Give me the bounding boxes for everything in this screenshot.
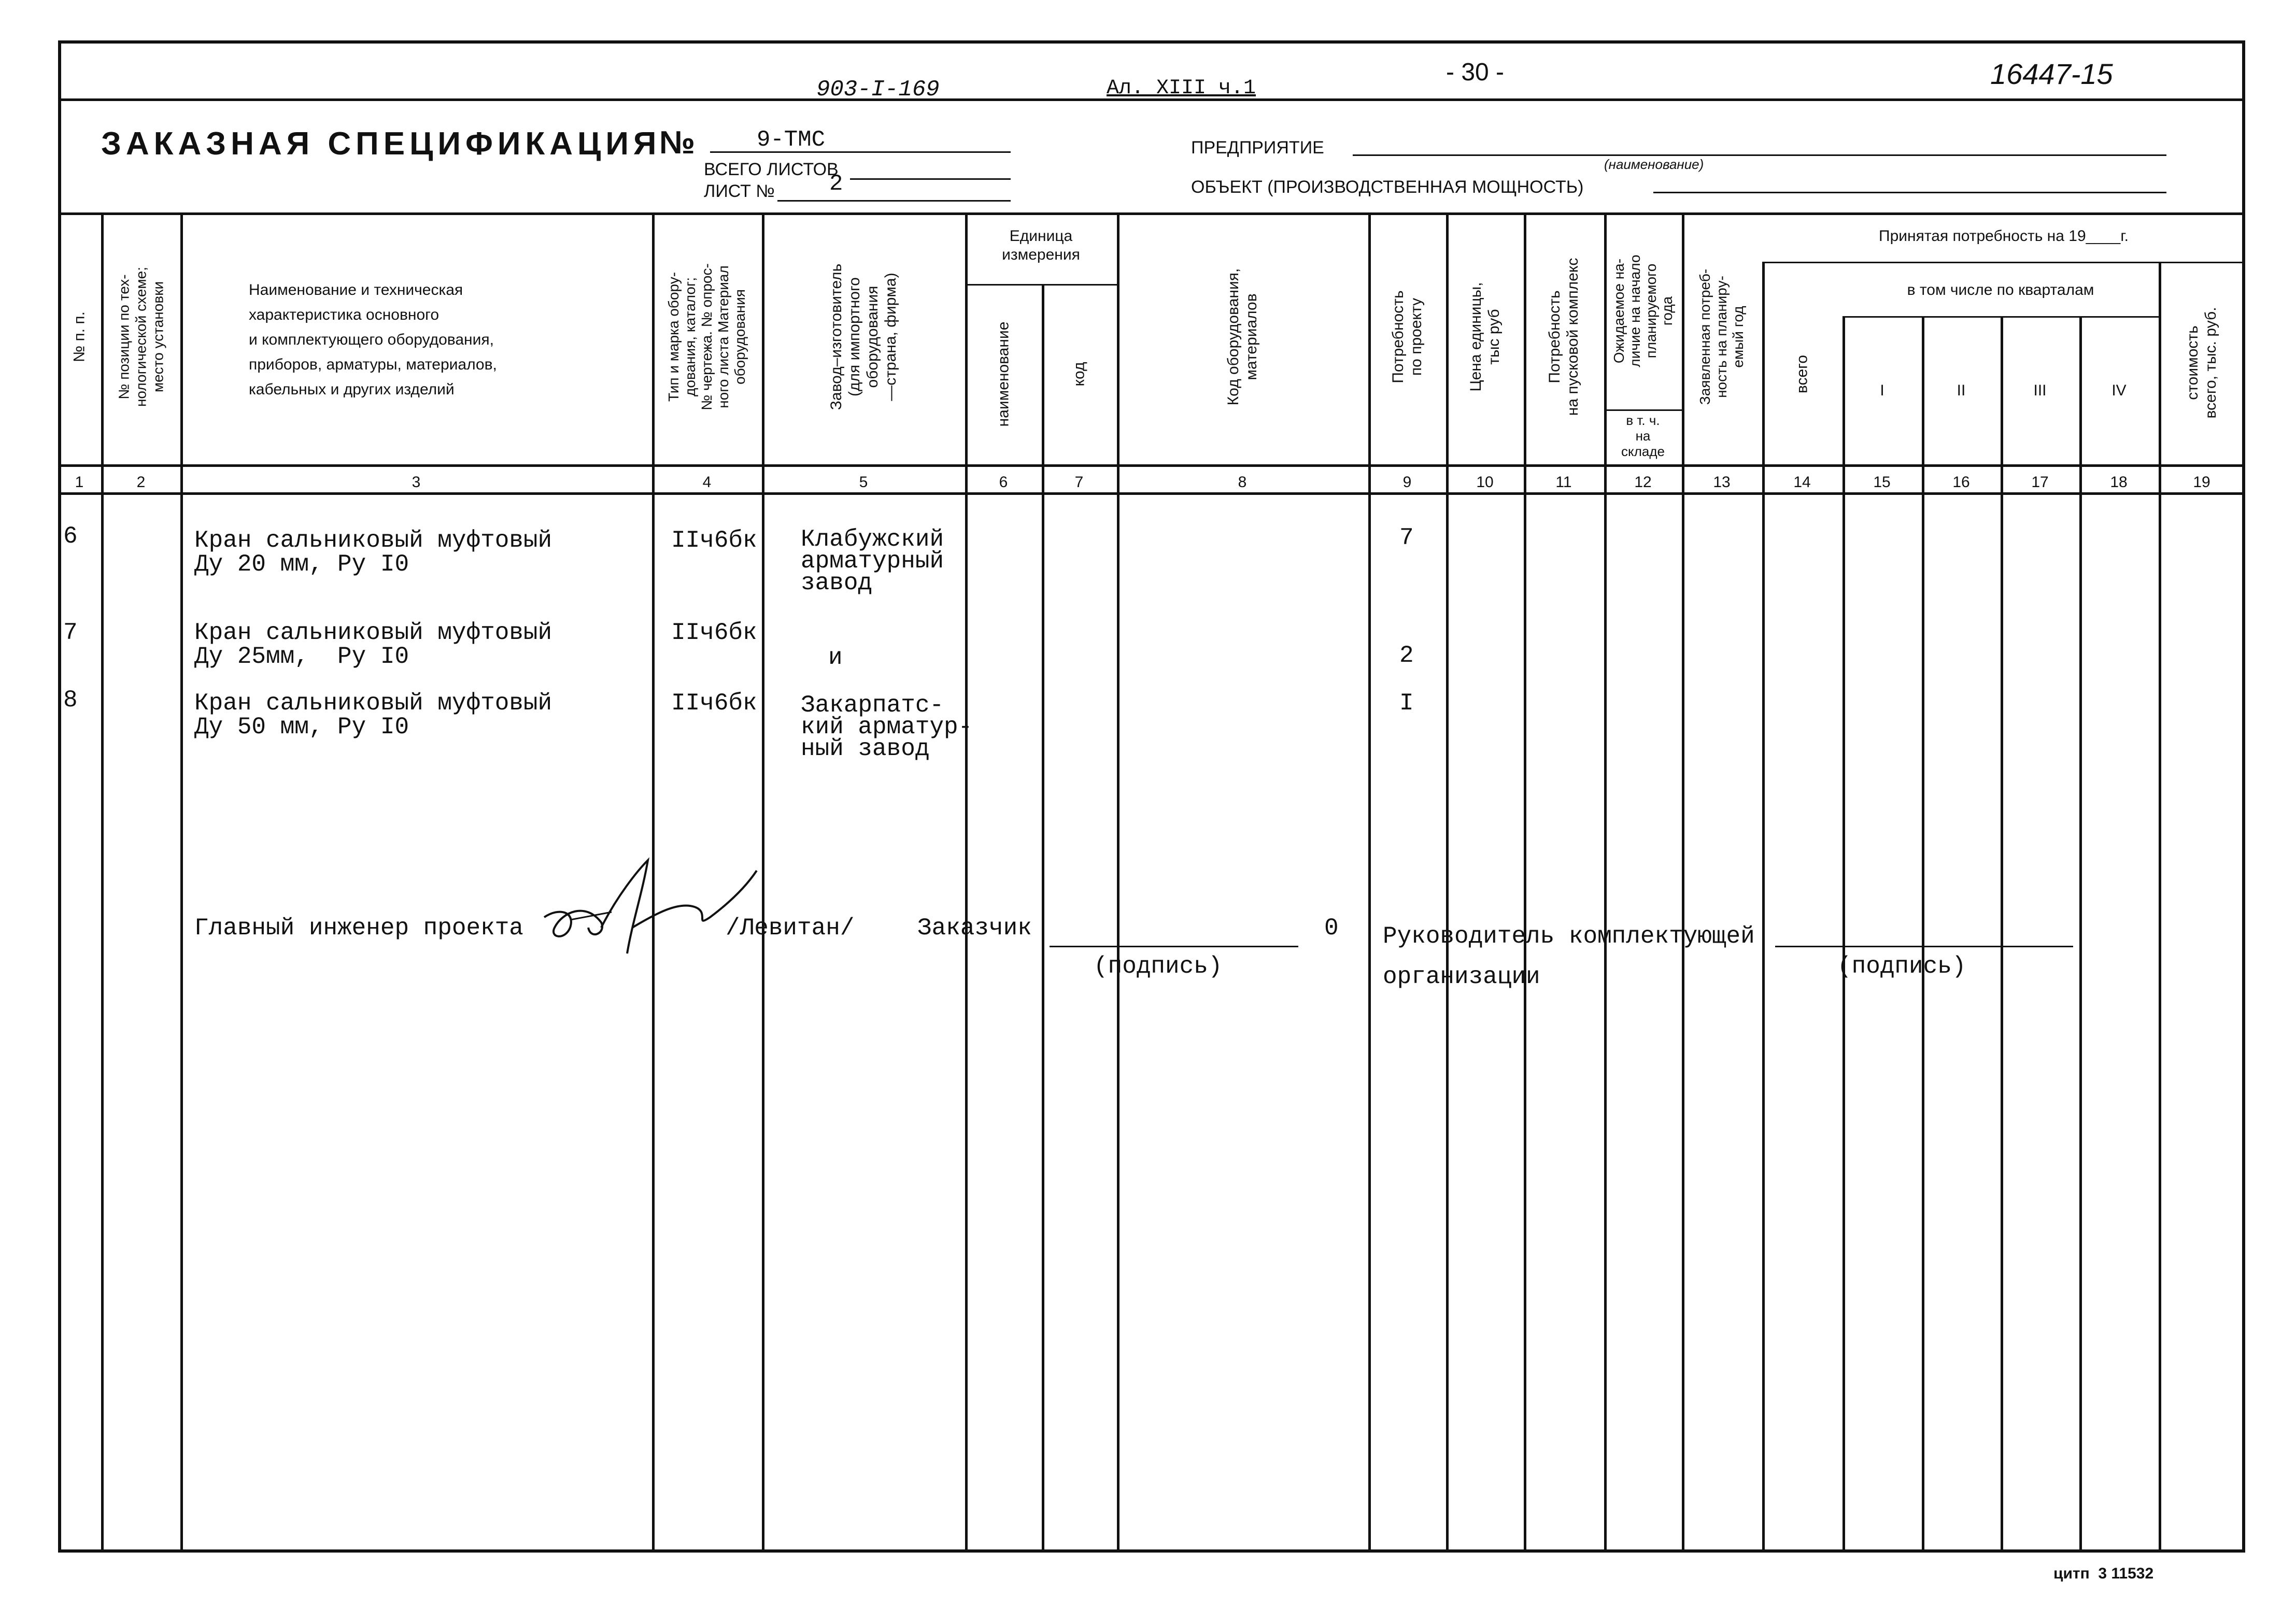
col-header-11: Потребность на пусковой комплекс — [1546, 258, 1581, 416]
col-header-4: Тип и марка обору- дования, каталог; № чертежа. № опрос- ного листа Материал оборудования — [665, 263, 748, 410]
col-number-10: 10 — [1476, 474, 1494, 491]
row-number: 6 — [63, 523, 78, 550]
col-header-unit-group: Единица измерения — [1002, 227, 1080, 263]
album-ref: Ал. XIII ч.1 — [1107, 77, 1256, 100]
customer-sign-note: (подпись) — [1094, 953, 1223, 980]
spec-number-value: 9-ТМС — [757, 127, 826, 153]
row-number: 7 — [63, 619, 78, 646]
col-header-10: Цена единицы, тыс руб — [1467, 282, 1503, 392]
supplier-sign-note: (подпись) — [1837, 953, 1966, 980]
col-header-15: I — [1880, 382, 1884, 399]
col-header-1: № п. п. — [70, 311, 88, 363]
col-header-7: код — [1070, 362, 1088, 387]
col-number-11: 11 — [1555, 474, 1572, 491]
item-maker: и — [828, 644, 843, 671]
item-qty: 7 — [1399, 524, 1414, 551]
col-number-1: 1 — [75, 474, 84, 491]
supplier-label: Руководитель комплектующей организации — [1383, 923, 1755, 990]
col-header-13: Заявленная потреб- ность на планиру- емый год — [1697, 268, 1746, 405]
col-header-2: № позиции по тех- нологической схеме; место установки — [116, 266, 166, 407]
col-number-5: 5 — [859, 474, 868, 491]
spec-number-label: № — [659, 125, 696, 161]
item-type: IIч6бк — [671, 690, 757, 717]
col-number-9: 9 — [1402, 474, 1412, 491]
customer-label: Заказчик — [917, 915, 1032, 942]
col-header-12: Ожидаемое на- личие на начало планируемого года — [1611, 254, 1675, 367]
col-header-8: Код оборудования, материалов — [1225, 268, 1260, 406]
col-number-14: 14 — [1793, 474, 1811, 491]
enterprise-label: ПРЕДПРИЯТИЕ — [1191, 138, 1324, 158]
item-qty: I — [1399, 690, 1414, 717]
spec-title: ЗАКАЗНАЯ СПЕЦИФИКАЦИЯ — [101, 126, 661, 162]
col-header-17: III — [2033, 382, 2047, 399]
chief-engineer-name: /Левитан/ — [726, 915, 855, 942]
row-number: 8 — [63, 687, 78, 714]
enterprise-note: (наименование) — [1604, 156, 1704, 172]
item-maker: Закарпатс- кий арматур- ный завод — [801, 692, 973, 762]
col-number-2: 2 — [136, 474, 146, 491]
item-name: Кран сальниковый муфтовый Ду 25мм, Ру I0 — [194, 619, 552, 670]
col-number-12: 12 — [1634, 474, 1652, 491]
total-sheets-label: ВСЕГО ЛИСТОВ — [704, 160, 839, 179]
chief-engineer-label: Главный инженер проекта — [194, 915, 523, 942]
print-stamp: цитп 3 11532 — [2053, 1565, 2154, 1582]
col-header-19: стоимость всего, тыс. руб. — [2184, 307, 2219, 419]
col-header-12b: в т. ч. на складе — [1621, 412, 1665, 459]
signature-mark — [539, 850, 767, 969]
col-number-18: 18 — [2110, 474, 2128, 491]
col-number-8: 8 — [1238, 474, 1247, 491]
col-header-quarter-group: в том числе по кварталам — [1907, 281, 2094, 298]
col-number-4: 4 — [702, 474, 712, 491]
col-header-18: IV — [2111, 382, 2127, 399]
col-number-6: 6 — [999, 474, 1008, 491]
customer-signature-line — [1050, 946, 1298, 947]
col-header-9: Потребность по проекту — [1390, 290, 1425, 383]
item-maker: Клабужский арматурный завод — [801, 526, 944, 596]
col-header-5: Завод–изготовитель (для импортного оборудования —страна, фирма) — [828, 263, 899, 410]
col-number-16: 16 — [1952, 474, 1970, 491]
col-header-16: II — [1957, 382, 1966, 399]
col-number-19: 19 — [2193, 474, 2210, 491]
item-type: IIч6бк — [671, 619, 757, 646]
col-number-17: 17 — [2031, 474, 2049, 491]
object-label: ОБЪЕКТ (ПРОИЗВОДСТВЕННАЯ МОЩНОСТЬ) — [1191, 177, 1584, 197]
doc-number: 16447-15 — [1990, 58, 2113, 90]
col-header-6: наименование — [995, 321, 1012, 427]
sheet-label: ЛИСТ № — [704, 181, 775, 201]
col-header-14: всего — [1793, 354, 1811, 394]
col-number-7: 7 — [1074, 474, 1084, 491]
customer-mark: 0 — [1324, 915, 1339, 942]
item-type: IIч6бк — [671, 527, 757, 554]
col-number-3: 3 — [412, 474, 421, 491]
col-number-15: 15 — [1873, 474, 1891, 491]
page-frame — [58, 40, 2245, 1553]
sheet-value: 2 — [829, 171, 843, 197]
project-code: 903-I-169 — [816, 77, 940, 103]
item-qty: 2 — [1399, 642, 1414, 669]
item-name: Кран сальниковый муфтовый Ду 50 мм, Ру I0 — [194, 690, 552, 741]
supplier-signature-line — [1775, 946, 2073, 947]
item-name: Кран сальниковый муфтовый Ду 20 мм, Ру I0 — [194, 527, 552, 578]
page-number: - 30 - — [1446, 59, 1505, 86]
col-header-accepted-group: Принятая потребность на 19____г. — [1879, 227, 2129, 245]
col-number-13: 13 — [1713, 474, 1731, 491]
col-header-3: Наименование и техническая характеристика основного и комплектующего оборудования, приборов, арматуры, материалов, кабельных и других изделий — [249, 281, 497, 398]
